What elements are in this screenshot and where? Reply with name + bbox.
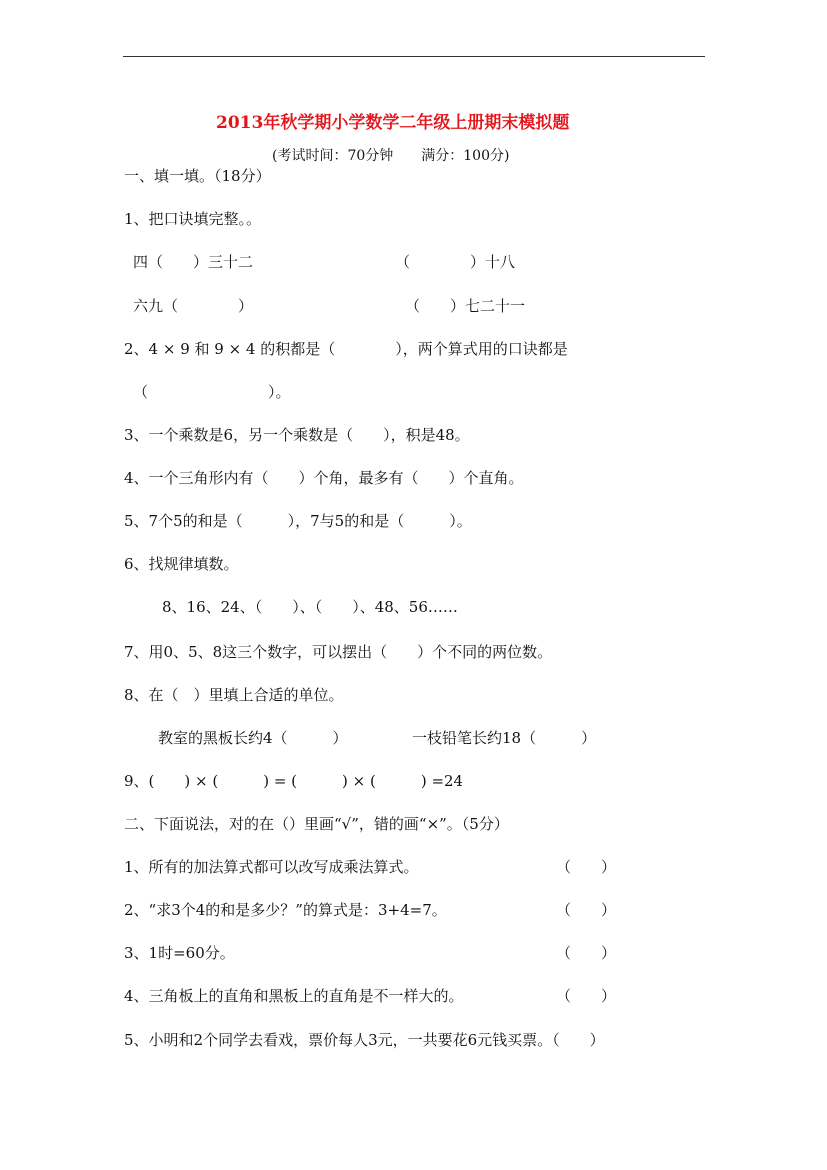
tf-item-2: 2、“求3个4的和是多少？”的算式是：3+4=7。 [124,901,447,919]
q1-blank-c[interactable]: 六九（ ） [133,297,254,315]
question-3: 3、一个乘数是6，另一个乘数是（ ），积是48。 [124,426,470,444]
q1-blank-a[interactable]: 四（ ）三十二 [133,253,254,271]
question-9[interactable]: 9、( ) × ( ) = ( ) × ( ) =24 [124,772,464,790]
q1-blank-b[interactable]: （ ）十八 [395,253,516,271]
question-1: 1、把口诀填完整。。 [124,210,262,228]
question-7: 7、用0、5、8这三个数字，可以摆出（ ）个不同的两位数。 [124,643,553,661]
question-8-blackboard[interactable]: 教室的黑板长约4（ ） [158,729,348,747]
question-2-line1: 2、4 × 9 和 9 × 4 的积都是（ ），两个算式用的口诀都是 [124,340,568,358]
question-2-line2[interactable]: （ ）。 [133,383,291,401]
tf-item-1-blank[interactable]: （ ） [556,858,617,876]
exam-subtitle: (考试时间：70分钟 满分：100分) [272,148,510,164]
header-rule [123,56,705,57]
question-6-sequence[interactable]: 8、16、24、（ ）、（ ）、48、56…… [162,598,458,616]
q1-blank-d[interactable]: （ ）七二十一 [405,297,526,315]
tf-item-4: 4、三角板上的直角和黑板上的直角是不一样大的。 [124,987,464,1005]
tf-item-3-blank[interactable]: （ ） [556,944,617,962]
tf-item-4-blank[interactable]: （ ） [556,987,617,1005]
question-8-pencil[interactable]: 一枝铅笔长约18（ ） [412,729,597,747]
question-4: 4、一个三角形内有（ ）个角，最多有（ ）个直角。 [124,469,524,487]
tf-item-5[interactable]: 5、小明和2个同学去看戏，票价每人3元，一共要花6元钱买票。（ ） [124,1031,605,1049]
tf-item-2-blank[interactable]: （ ） [556,901,617,919]
section1-heading: 一、填一填。（18分） [124,167,271,185]
question-5: 5、7个5的和是（ ），7与5的和是（ ）。 [124,512,472,530]
exam-title: 2013年秋学期小学数学二年级上册期末模拟题 [216,113,570,133]
question-6: 6、找规律填数。 [124,555,239,573]
question-8: 8、在（ ）里填上合适的单位。 [124,686,344,704]
tf-item-1: 1、所有的加法算式都可以改写成乘法算式。 [124,858,419,876]
section2-heading: 二、下面说法，对的在（）里画“√”，错的画“×”。（5分） [124,815,509,833]
tf-item-3: 3、1时=60分。 [124,944,235,962]
